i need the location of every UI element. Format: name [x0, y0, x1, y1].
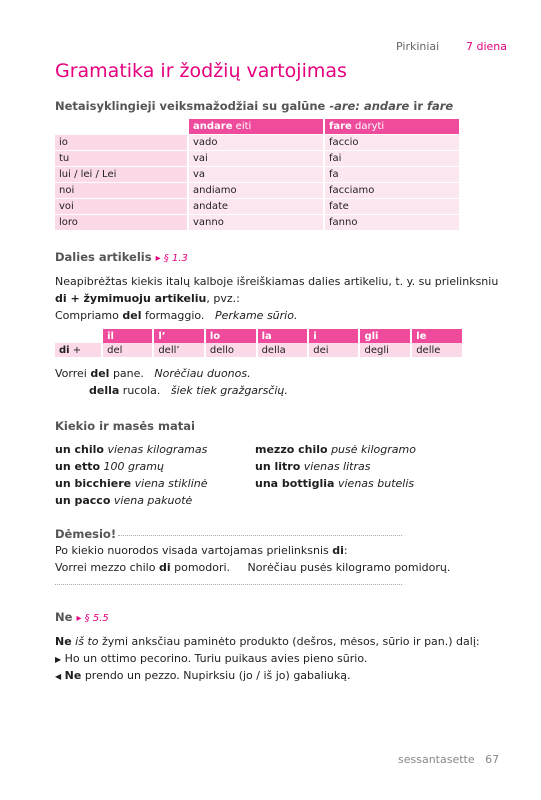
- ne-example-2: ◀ Ne prendo un pezzo. Nupirksiu (jo / iš jo) gabaliuką.: [55, 669, 351, 682]
- ne-example-1: ▶ Ho un ottimo pecorino. Turiu puikaus avies pieno sūrio.: [55, 652, 368, 665]
- table-row: voi andate fate: [55, 199, 460, 215]
- running-header-day: 7 diena: [466, 40, 508, 53]
- quantity-item: un litro vienas litras: [255, 460, 371, 473]
- page-number: 67: [485, 753, 500, 766]
- partitive-example: Compriamo del formaggio. Perkame sūrio.: [55, 309, 298, 322]
- attention-bottom-rule: [55, 584, 402, 585]
- attention-heading: Dėmesio!: [55, 527, 117, 541]
- quantity-item: un etto 100 gramų: [55, 460, 164, 473]
- table-row: noi andiamo facciamo: [55, 183, 460, 199]
- quantity-item: un bicchiere viena stiklinė: [55, 477, 208, 490]
- table-row: lui / lei / Lei va fa: [55, 167, 460, 183]
- verbs-col-fare: fare daryti: [324, 119, 460, 135]
- page-title: Gramatika ir žodžių vartojimas: [55, 60, 347, 82]
- quantity-item: un pacco viena pakuotė: [55, 494, 193, 507]
- partitive-paragraph-2: di + žymimuoju artikeliu, pvz.:: [55, 292, 240, 305]
- ne-heading: Ne ▸ § 5.5: [55, 610, 109, 624]
- table-row: di + del dell’ dello della dei degli delle: [55, 343, 463, 357]
- partitive-example-3: della rucola. šiek tiek gražgarsčių.: [89, 384, 288, 397]
- articles-table: il l’ lo la i gli le di + del dell’ dello della dei degli delle: [55, 329, 464, 357]
- partitive-paragraph-1: Neapibrėžtas kiekis italų kalboje išreiškiamas dalies artikeliu, t. y. su prielinksniu: [55, 275, 499, 288]
- ne-ref-link: ▸ § 5.5: [76, 613, 109, 624]
- running-header-section: Pirkiniai: [396, 40, 440, 53]
- quantities-heading: Kiekio ir masės matai: [55, 419, 195, 433]
- verbs-col-andare: andare eiti: [188, 119, 324, 135]
- verbs-heading: Netaisyklingieji veiksmažodžiai su galūne -are: andare ir fare: [55, 99, 454, 113]
- attention-top-rule: [118, 535, 402, 536]
- page-number-word: sessantasette: [398, 753, 475, 766]
- partitive-heading: Dalies artikelis ▸ § 1.3: [55, 250, 188, 264]
- attention-line-1: Po kiekio nuorodos visada vartojamas prielinksnis di:: [55, 544, 348, 557]
- quantity-item: un chilo vienas kilogramas: [55, 443, 208, 456]
- triangle-left-icon: ◀: [55, 672, 62, 681]
- table-row: io vado faccio: [55, 135, 460, 151]
- triangle-right-icon: ▶: [55, 655, 62, 664]
- quantity-item: mezzo chilo pusė kilogramo: [255, 443, 416, 456]
- table-row: loro vanno fanno: [55, 215, 460, 231]
- table-row: tu vai fai: [55, 151, 460, 167]
- ne-paragraph: Ne iš to žymi anksčiau paminėto produkto (dešros, mėsos, sūrio ir pan.) dalį:: [55, 635, 480, 648]
- verbs-table: [55, 119, 461, 231]
- partitive-example-2: Vorrei del pane. Norėčiau duonos.: [55, 367, 251, 380]
- attention-line-2: Vorrei mezzo chilo di pomodori. Norėčiau pusės kilogramo pomidorų.: [55, 561, 451, 574]
- partitive-ref-link: ▸ § 1.3: [155, 253, 188, 264]
- page-footer: [398, 753, 499, 766]
- quantity-item: una bottiglia vienas butelis: [255, 477, 415, 490]
